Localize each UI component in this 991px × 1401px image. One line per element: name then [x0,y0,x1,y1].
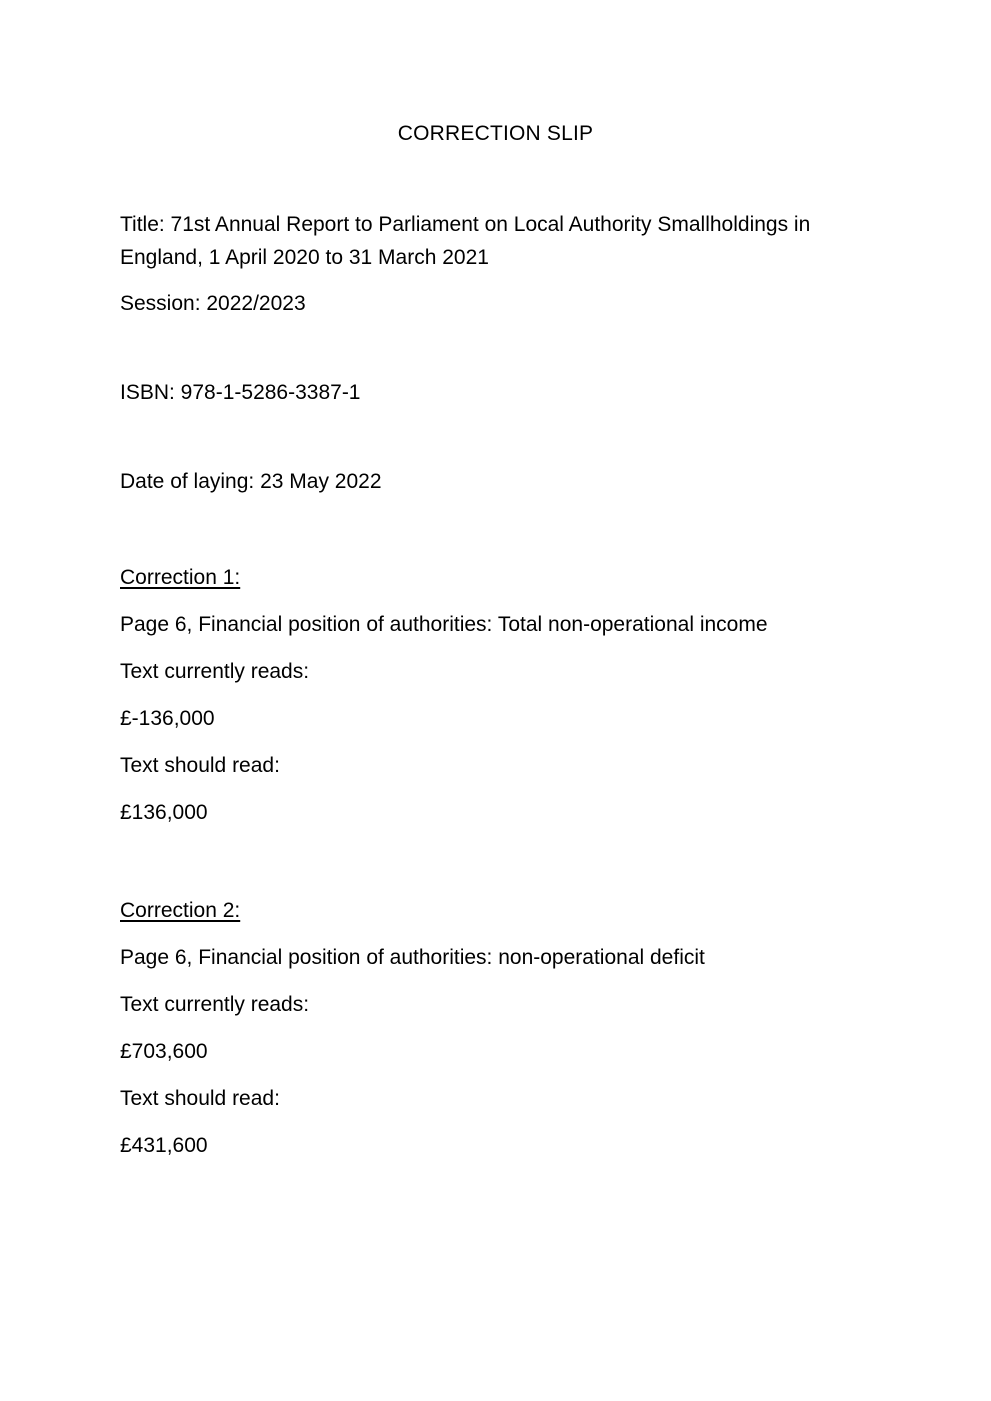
correction-entry-2 [120,887,880,1169]
date-of-laying-line: Date of laying: 23 May 2022 [120,470,382,493]
correction-1-should-read-value: £136,000 [120,801,208,824]
report-title: Title: 71st Annual Report to Parliament on Local Authority Smallholdings in England, 1 April 2020 to 31 March 2021 [120,213,811,269]
correction-1-heading-label: Correction 1: [120,566,241,589]
spacer [120,498,880,554]
correction-1-location: Page 6, Financial position of authorities: Total non-operational income [120,613,768,636]
spacer [120,836,880,887]
correction-2-location: Page 6, Financial position of authorities: non-operational deficit [120,946,705,969]
session-line: Session: 2022/2023 [120,292,306,315]
correction-1-currently-reads-value: £-136,000 [120,707,215,730]
spacer [120,409,880,465]
page-title: CORRECTION SLIP [397,122,594,145]
correction-2-currently-reads-label: Text currently reads: [120,993,310,1016]
correction-1-currently-reads-label: Text currently reads: [120,660,310,683]
correction-1-heading [120,554,880,601]
correction-2-currently-reads-value: £703,600 [120,1040,208,1063]
isbn-line: ISBN: 978-1-5286-3387-1 [120,381,361,404]
correction-2-should-read-label: Text should read: [120,1087,280,1110]
correction-2-heading-label: Correction 2: [120,899,241,922]
spacer [120,320,880,376]
correction-2-heading [120,887,880,934]
correction-entry-1 [120,554,880,836]
correction-2-should-read-value: £431,600 [120,1134,208,1157]
document-body [120,208,880,1169]
correction-1-should-read-label: Text should read: [120,754,280,777]
